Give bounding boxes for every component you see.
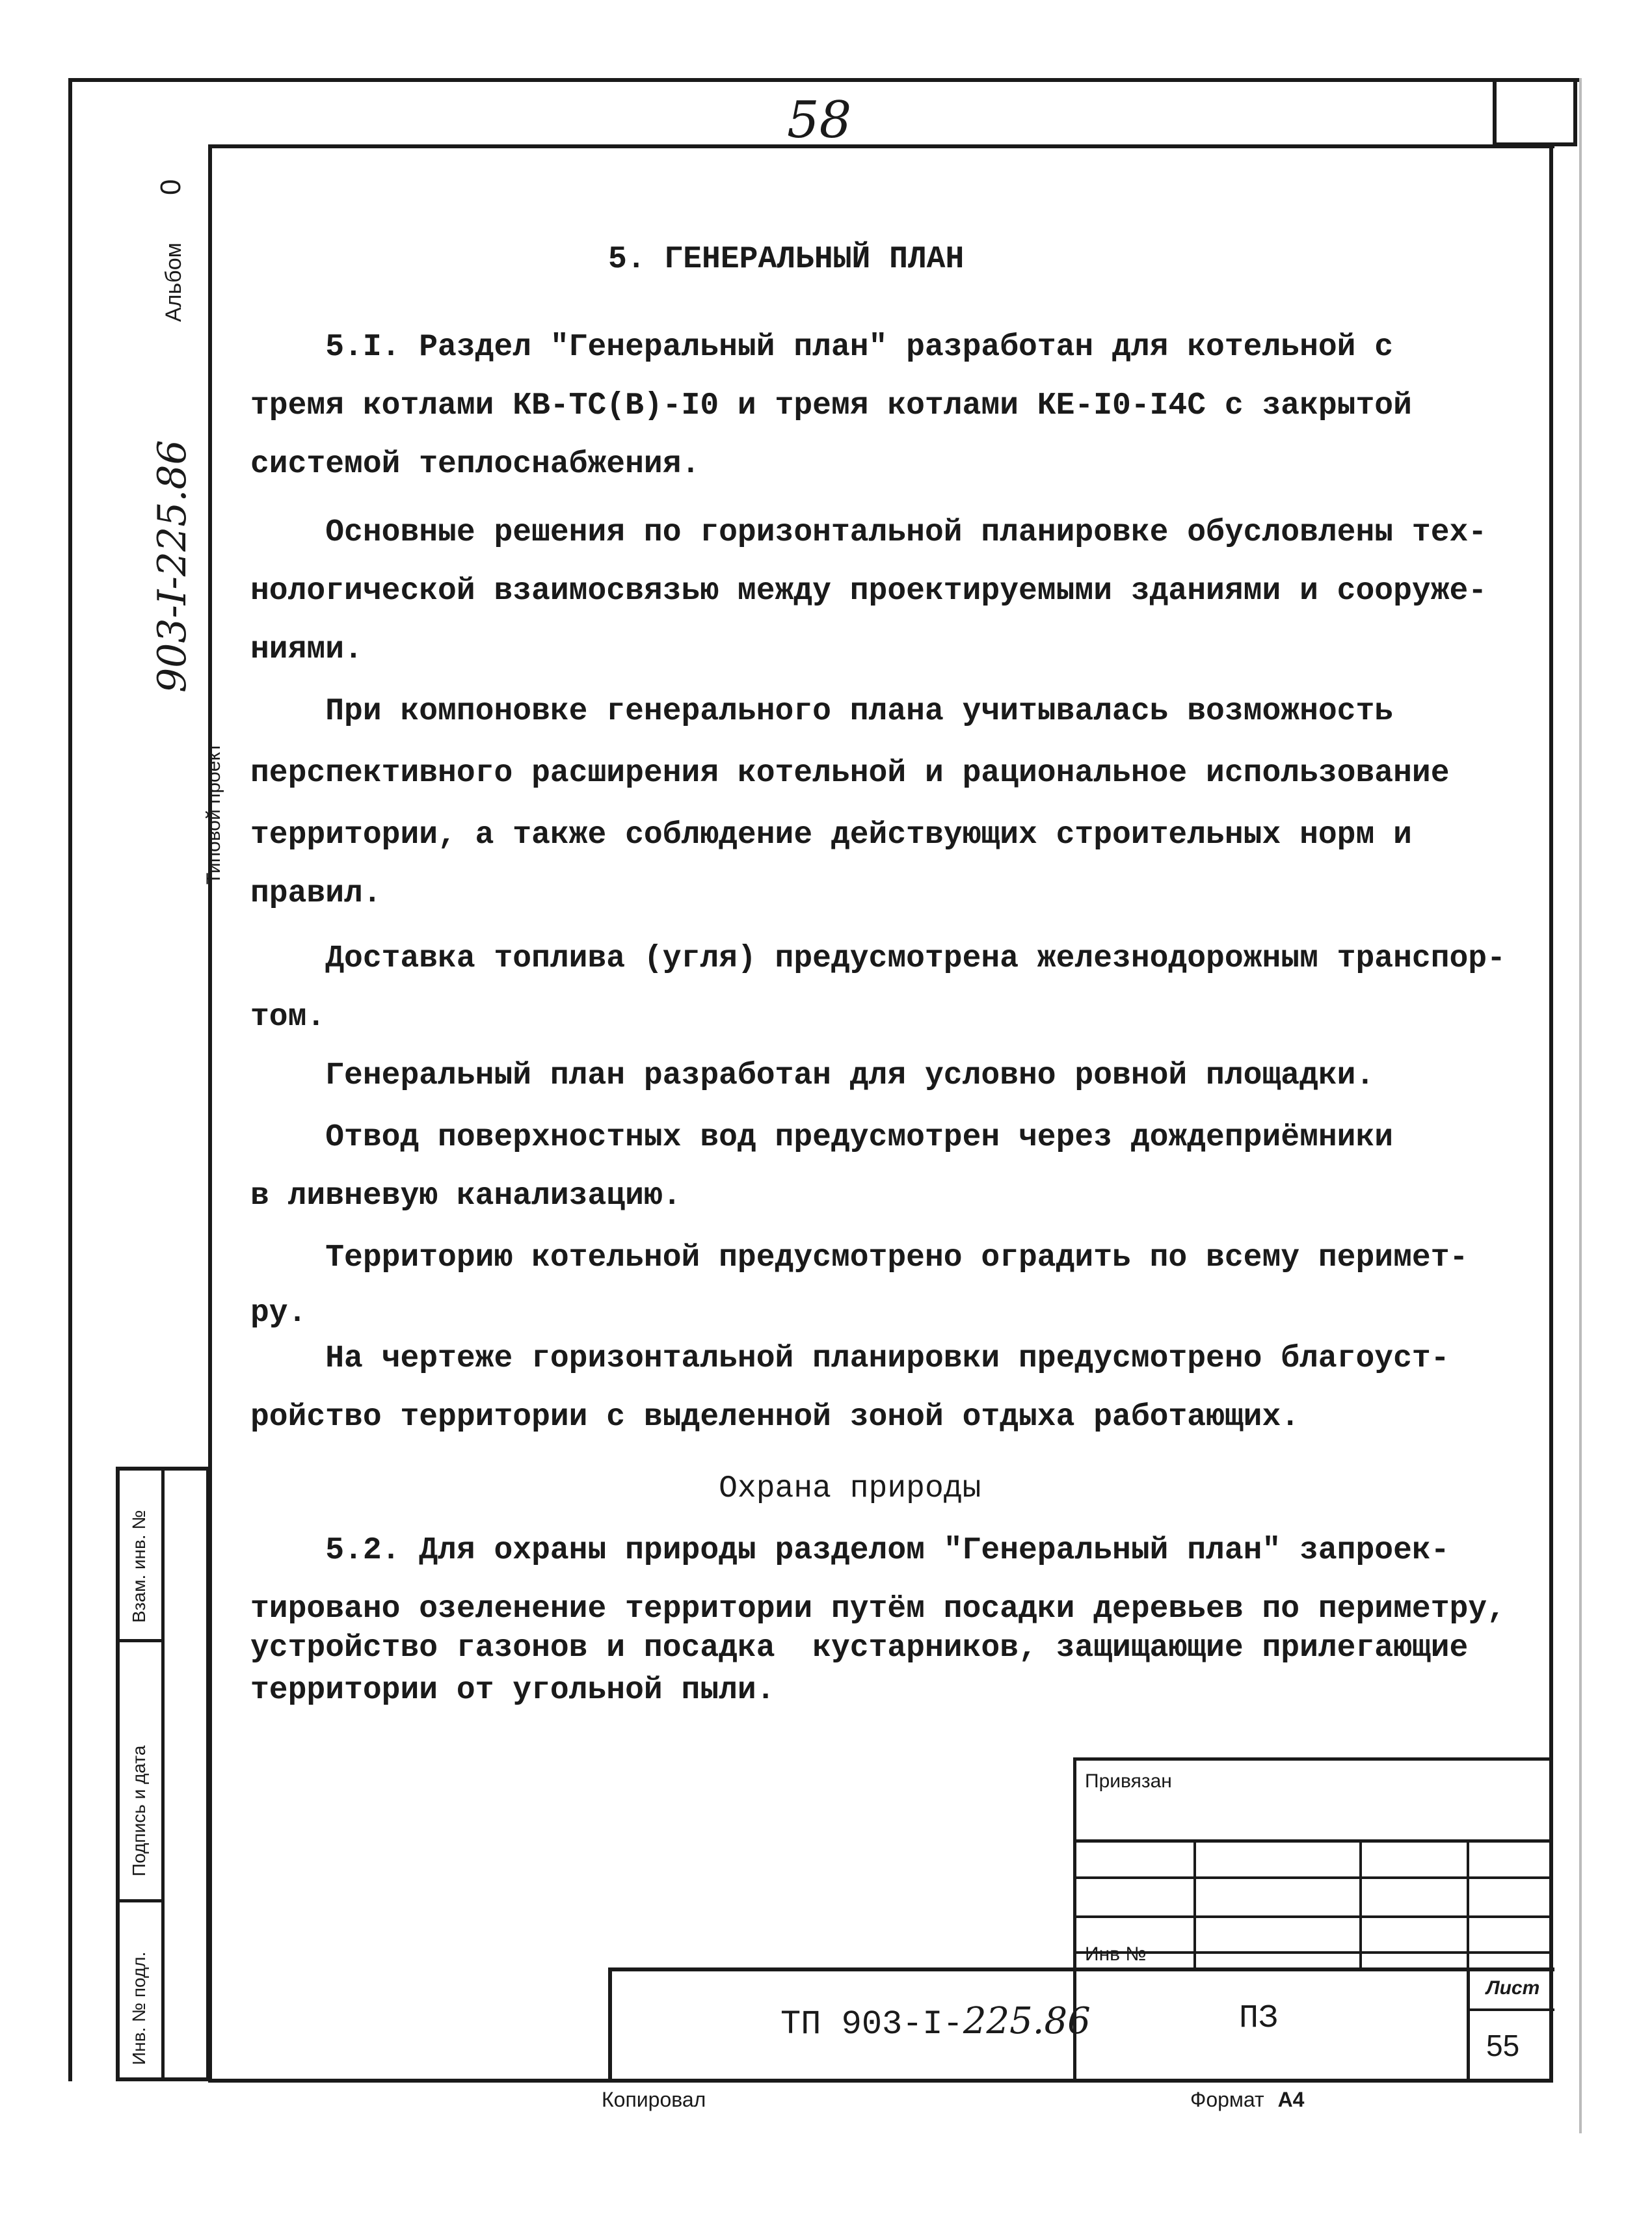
table-rule: [1359, 1839, 1362, 1967]
text-line: ройство территории с выделенной зоной отдыха работающих.: [250, 1400, 1300, 1435]
text-line: тировано озеленение территории путём посадки деревьев по периметру,: [250, 1592, 1506, 1627]
text-line: При компоновке генерального плана учитывалась возможность: [250, 694, 1394, 729]
table-rule: [1467, 1839, 1469, 1967]
sheet-label: Лист: [1486, 1977, 1540, 1999]
format-label: Формат: [1190, 2088, 1264, 2111]
frame-top-border: [68, 78, 1580, 82]
table-rule: [1193, 1839, 1196, 1967]
side-project-code: 903-I-225.86: [150, 440, 195, 693]
album-label: Альбом: [161, 243, 186, 322]
format-value: А4: [1277, 2088, 1305, 2111]
format-label-group: [1190, 2088, 1304, 2112]
frame-left-border: [68, 78, 72, 2081]
text-line: Основные решения по горизонтальной планировке обусловлены тех-: [250, 515, 1487, 550]
text-line: территории, а также соблюдение действующих строительных норм и: [250, 818, 1412, 853]
table-rule: [1073, 1876, 1553, 1879]
subsection-title: Охрана природы: [250, 1471, 981, 1506]
sheet-number: 55: [1486, 2029, 1520, 2062]
text-line: Отвод поверхностных вод предусмотрен через дождеприёмники: [250, 1120, 1394, 1155]
text-line: территории от угольной пыли.: [250, 1673, 775, 1708]
text-line: Территорию котельной предусмотрено оградить по всему перимет-: [250, 1240, 1469, 1275]
inv-label: Инв №: [1085, 1943, 1147, 1965]
text-line: в ливневую канализацию.: [250, 1179, 682, 1214]
text-line: ру.: [250, 1296, 307, 1331]
document-type: ПЗ: [1239, 2000, 1279, 2037]
side-column-separator: [116, 1899, 165, 1902]
document-code: [780, 2000, 1091, 2044]
side-column-separator: [116, 1639, 165, 1642]
side-label-vzam-inv: Взам. инв. №: [129, 1510, 149, 1623]
sheet-handwritten-number: 58: [787, 91, 852, 150]
text-line: 5.I. Раздел "Генеральный план" разработан для котельной с: [250, 330, 1394, 365]
section-title: 5. ГЕНЕРАЛЬНЫЙ ПЛАН: [608, 242, 965, 277]
text-line: перспективного расширения котельной и рациональное использование: [250, 756, 1450, 791]
text-line: том.: [250, 1000, 326, 1035]
text-line: устройство газонов и посадка кустарников, защищающие прилегающие: [250, 1631, 1469, 1666]
privyazan-label: Привязан: [1085, 1770, 1172, 1792]
text-line: системой теплоснабжения.: [250, 447, 700, 482]
text-line: нологической взаимосвязью между проектируемыми зданиями и сооруже-: [250, 574, 1487, 609]
side-label-podpis: Подпись и дата: [129, 1745, 149, 1876]
album-number: 0: [155, 179, 187, 195]
text-line: правил.: [250, 876, 382, 911]
document-code-prefix: ТП 903-I-: [780, 2005, 963, 2044]
text-line: На чертеже горизонтальной планировки предусмотрено благоуст-: [250, 1341, 1450, 1376]
side-label-inv-podl: Инв. № подл.: [129, 1951, 149, 2065]
side-column-divider: [161, 1467, 165, 2081]
text-line: тремя котлами КВ-ТС(В)-I0 и тремя котлами КЕ-I0-I4С с закрытой: [250, 388, 1412, 423]
table-rule: [1073, 1915, 1553, 1918]
corner-box: [1493, 78, 1577, 146]
text-line: Генеральный план разработан для условно ровной площадки.: [250, 1058, 1375, 1093]
table-rule: [1073, 1839, 1553, 1843]
scan-margin-line: [1579, 78, 1582, 2133]
copied-label: Копировал: [602, 2088, 706, 2111]
side-type-label: Типовой проект: [203, 743, 224, 885]
text-line: ниями.: [250, 632, 363, 667]
table-rule: [1467, 2008, 1554, 2011]
text-line: 5.2. Для охраны природы разделом "Генеральный план" запроек-: [250, 1533, 1450, 1568]
inner-frame-top: [208, 144, 1554, 148]
document-code-handwritten: 225.86: [963, 2000, 1091, 2042]
table-rule: [1467, 1967, 1470, 2083]
text-line: Доставка топлива (угля) предусмотрена железнодорожным транспор-: [250, 941, 1506, 976]
